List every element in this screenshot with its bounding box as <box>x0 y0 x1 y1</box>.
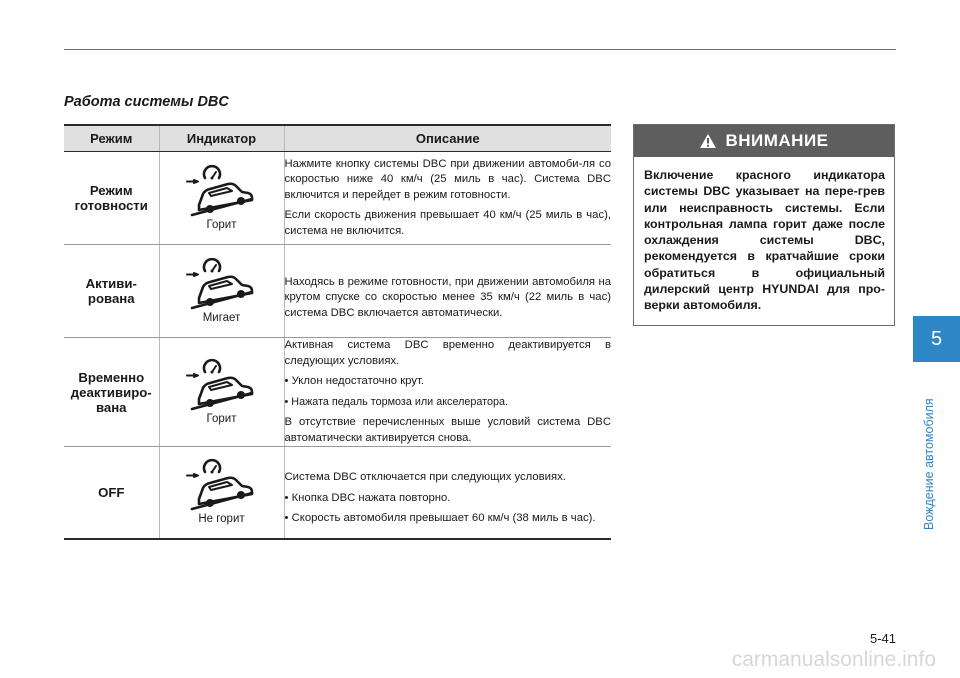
mode-cell: Временно деактивиро-вана <box>64 338 159 447</box>
description-text: • Уклон недостаточно крут. <box>284 375 425 387</box>
dbc-downhill-car-icon <box>184 163 260 219</box>
warning-text: Включение красного индикатора системы DBC указывает на пере-грев или неисправность системы. Если контрольная лампа горит даже после охлаждения системы DBC, рекомендуется в кратчайшие сроки обратиться в официальный дилерский центр HYUNDAI для про-верки автомобиля. <box>644 168 885 313</box>
header-indicator: Индикатор <box>159 125 284 152</box>
description-text: • Кнопка DBC нажата повторно. <box>284 491 451 504</box>
warning-triangle-icon <box>699 133 717 149</box>
warning-header <box>634 125 894 157</box>
indicator-state: Горит <box>206 219 237 231</box>
description-cell <box>284 447 611 539</box>
description-cell <box>284 245 611 338</box>
chapter-label <box>920 370 942 530</box>
page-number: 5-41 <box>869 631 896 646</box>
table-row <box>64 447 611 539</box>
indicator-state: Горит <box>206 413 237 425</box>
dbc-downhill-car-icon <box>184 457 260 513</box>
description-text: Если скорость движения превышает 40 км/ч (25 миль в час), система не включится. <box>284 209 611 237</box>
top-rule <box>64 49 896 50</box>
description-cell <box>284 338 611 447</box>
section-title: Работа системы DBC <box>64 94 229 110</box>
table-row <box>64 152 611 245</box>
description-text: Система DBC отключается при следующих условиях. <box>284 471 566 483</box>
header-description: Описание <box>284 125 611 152</box>
dbc-downhill-car-icon <box>184 357 260 413</box>
description-text: В отсутствие перечисленных выше условий система DBC автоматически активируется снова. <box>284 416 611 444</box>
table-row <box>64 245 611 338</box>
mode-cell: OFF <box>64 447 159 539</box>
mode-cell: Режим готовности <box>64 152 159 245</box>
chapter-number-tab: 5 <box>913 316 960 362</box>
table-row <box>64 338 611 447</box>
table-header-row <box>64 125 611 152</box>
description-text: • Скорость автомобиля превышает 60 км/ч (38 миль в час). <box>284 512 596 524</box>
indicator-cell <box>159 338 284 447</box>
dbc-operation-table <box>64 124 611 540</box>
indicator-cell <box>159 245 284 338</box>
description-cell <box>284 152 611 245</box>
indicator-cell <box>159 447 284 539</box>
indicator-state: Не горит <box>198 513 245 526</box>
warning-title: ВНИМАНИЕ <box>725 131 829 150</box>
header-mode: Режим <box>64 125 159 152</box>
description-text: Нажмите кнопку системы DBC при движении автомоби-ля со скоростью ниже 40 км/ч (25 миль в час). Система DBC включится и перейдет в режим готовности. <box>284 157 611 201</box>
watermark: carmanualsonline.info <box>731 648 936 671</box>
description-text: • Нажата педаль тормоза или акселератора. <box>284 395 509 408</box>
description-text: Активная система DBC временно деактивируется в следующих условиях. <box>284 339 611 367</box>
mode-cell: Активи-рована <box>64 245 159 338</box>
indicator-state: Мигает <box>202 312 241 324</box>
warning-box <box>633 124 895 326</box>
description-text: Находясь в режиме готовности, при движении автомобиля на крутом спуске со скоростью менее 35 км/ч (22 миль в час) система DBC включается автоматически. <box>284 275 611 319</box>
dbc-downhill-car-icon <box>184 256 260 312</box>
indicator-cell <box>159 152 284 245</box>
chapter-label-text: Вождение автомобиля <box>922 398 936 530</box>
